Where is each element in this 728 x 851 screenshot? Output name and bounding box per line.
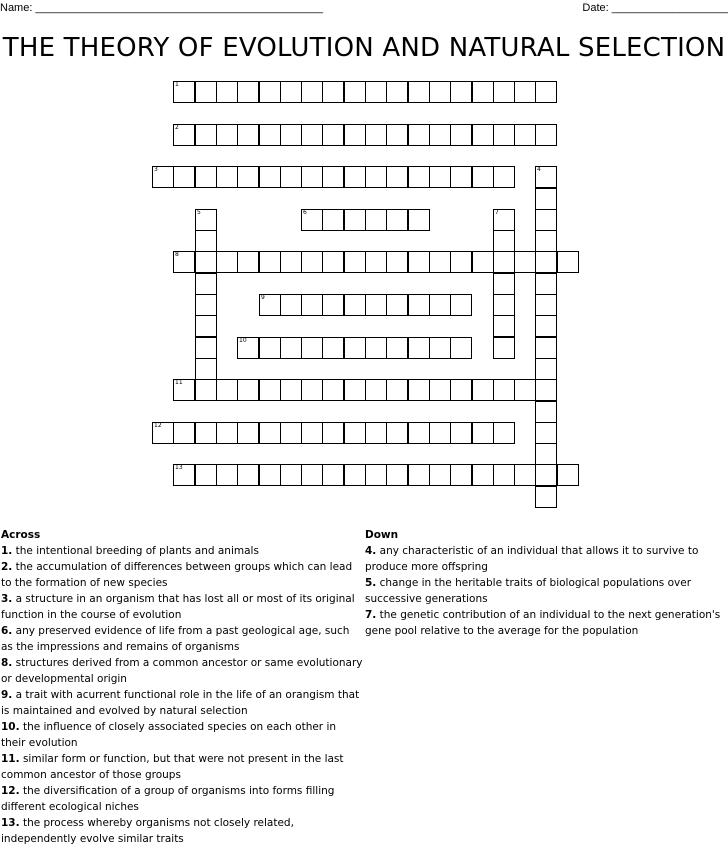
- crossword-cell[interactable]: [535, 337, 557, 359]
- crossword-cell[interactable]: [280, 379, 302, 401]
- across-heading: Across: [1, 529, 41, 541]
- crossword-cell[interactable]: [493, 464, 515, 486]
- crossword-cell[interactable]: [535, 486, 557, 508]
- down-clue-5: [365, 575, 727, 607]
- crossword-cell[interactable]: [472, 251, 494, 273]
- crossword-cell[interactable]: [493, 337, 515, 359]
- crossword-cell[interactable]: [301, 464, 323, 486]
- crossword-cell[interactable]: [322, 422, 344, 444]
- crossword-cell[interactable]: [216, 251, 238, 273]
- crossword-cell[interactable]: [216, 422, 238, 444]
- clue-text: the accumulation of differences between groups which can lead to the formation of new species: [1, 561, 353, 589]
- crossword-cell[interactable]: [408, 209, 430, 231]
- crossword-cell[interactable]: [301, 166, 323, 188]
- clue-text: the genetic contribution of an individual to the next generation's gene pool relative to the average for the population: [365, 609, 721, 637]
- crossword-cell[interactable]: [408, 124, 430, 146]
- across-clue-6: [1, 623, 363, 655]
- crossword-cell[interactable]: [365, 379, 387, 401]
- crossword-cell[interactable]: [259, 294, 281, 316]
- clue-number: 13.: [1, 817, 20, 829]
- crossword-cell[interactable]: [195, 251, 217, 273]
- clue-number: 4.: [365, 545, 377, 557]
- clue-text: the intentional breeding of plants and animals: [12, 545, 259, 557]
- crossword-cell[interactable]: [280, 294, 302, 316]
- across-clue-12: [1, 783, 363, 815]
- crossword-cell[interactable]: [450, 422, 472, 444]
- clue-text: similar form or function, but that were not present in the last common ancestor of those groups: [1, 753, 344, 781]
- crossword-cell[interactable]: [408, 166, 430, 188]
- crossword-cell[interactable]: [557, 251, 579, 273]
- crossword-cell[interactable]: [322, 379, 344, 401]
- crossword-cell[interactable]: [386, 337, 408, 359]
- date-field-label: Date: ___________________: [582, 2, 728, 14]
- crossword-cell[interactable]: [237, 81, 259, 103]
- crossword-cell[interactable]: [535, 379, 557, 401]
- crossword-cell[interactable]: [535, 188, 557, 210]
- crossword-cell[interactable]: [429, 379, 451, 401]
- across-clue-11: [1, 751, 363, 783]
- cell-number: 9: [261, 294, 265, 301]
- crossword-cell[interactable]: [322, 337, 344, 359]
- crossword-cell[interactable]: [259, 251, 281, 273]
- crossword-cell[interactable]: [408, 337, 430, 359]
- crossword-cell[interactable]: [472, 81, 494, 103]
- crossword-cell[interactable]: [472, 379, 494, 401]
- crossword-cell[interactable]: [195, 464, 217, 486]
- crossword-cell[interactable]: [259, 422, 281, 444]
- crossword-cell[interactable]: [344, 166, 366, 188]
- crossword-cell[interactable]: [173, 422, 195, 444]
- page-title: THE THEORY OF EVOLUTION AND NATURAL SELECTION: [2, 33, 726, 63]
- crossword-cell[interactable]: [344, 464, 366, 486]
- crossword-cell[interactable]: [237, 379, 259, 401]
- crossword-cell[interactable]: [344, 294, 366, 316]
- across-clue-9: [1, 687, 363, 719]
- cell-number: 7: [495, 209, 499, 216]
- crossword-cell[interactable]: [237, 464, 259, 486]
- crossword-cell[interactable]: [173, 81, 195, 103]
- crossword-cell[interactable]: [429, 464, 451, 486]
- crossword-cell[interactable]: [322, 209, 344, 231]
- crossword-cell[interactable]: [472, 124, 494, 146]
- crossword-cell[interactable]: [557, 464, 579, 486]
- across-clue-list: [1, 543, 363, 847]
- cell-number: 13: [175, 464, 183, 471]
- cell-number: 1: [175, 81, 179, 88]
- crossword-cell[interactable]: [322, 124, 344, 146]
- crossword-cell[interactable]: [173, 166, 195, 188]
- crossword-cell[interactable]: [450, 81, 472, 103]
- crossword-cell[interactable]: [195, 337, 217, 359]
- crossword-cell[interactable]: [195, 379, 217, 401]
- crossword-cell[interactable]: [386, 294, 408, 316]
- crossword-cell[interactable]: [301, 294, 323, 316]
- crossword-cell[interactable]: [259, 379, 281, 401]
- clue-number: 9.: [1, 689, 13, 701]
- cell-number: 6: [303, 209, 307, 216]
- crossword-cell[interactable]: [195, 166, 217, 188]
- crossword-cell[interactable]: [493, 251, 515, 273]
- crossword-cell[interactable]: [344, 422, 366, 444]
- crossword-cell[interactable]: [344, 124, 366, 146]
- crossword-cell[interactable]: [301, 422, 323, 444]
- crossword-cell[interactable]: [535, 124, 557, 146]
- crossword-cell[interactable]: [493, 422, 515, 444]
- name-field-label: Name: _______________________________________________: [0, 2, 323, 14]
- crossword-cell[interactable]: [535, 273, 557, 295]
- crossword-cell[interactable]: [450, 464, 472, 486]
- crossword-cell[interactable]: [493, 273, 515, 295]
- clue-text: a trait with acurrent functional role in the life of an orangism that is maintained and evolved by natural selection: [1, 689, 360, 717]
- crossword-cell[interactable]: [365, 124, 387, 146]
- crossword-cell[interactable]: [322, 464, 344, 486]
- across-clues: [1, 528, 363, 847]
- crossword-cell[interactable]: [259, 81, 281, 103]
- crossword-cell[interactable]: [535, 315, 557, 337]
- clue-text: a structure in an organism that has lost all or most of its original function in the course of evolution: [1, 593, 355, 621]
- crossword-cell[interactable]: [195, 209, 217, 231]
- crossword-cell[interactable]: [429, 81, 451, 103]
- crossword-cell[interactable]: [173, 251, 195, 273]
- crossword-cell[interactable]: [195, 230, 217, 252]
- crossword-cell[interactable]: [365, 81, 387, 103]
- crossword-cell[interactable]: [535, 230, 557, 252]
- crossword-cell[interactable]: [472, 464, 494, 486]
- crossword-cell[interactable]: [301, 337, 323, 359]
- clue-number: 3.: [1, 593, 13, 605]
- crossword-cell[interactable]: [535, 401, 557, 423]
- crossword-cell[interactable]: [301, 81, 323, 103]
- crossword-cell[interactable]: [429, 166, 451, 188]
- crossword-cell[interactable]: [386, 81, 408, 103]
- clue-text: change in the heritable traits of biological populations over successive generations: [365, 577, 692, 605]
- crossword-cell[interactable]: [237, 337, 259, 359]
- down-heading: Down: [365, 529, 399, 541]
- crossword-cell[interactable]: [493, 209, 515, 231]
- clue-text: the process whereby organisms not closely related, independently evolve similar traits: [1, 817, 294, 845]
- clue-number: 1.: [1, 545, 13, 557]
- crossword-cell[interactable]: [493, 124, 515, 146]
- crossword-cell[interactable]: [195, 422, 217, 444]
- crossword-cell[interactable]: [259, 166, 281, 188]
- crossword-cell[interactable]: [259, 124, 281, 146]
- clue-text: structures derived from a common ancestor or same evolutionary or developmental origin: [1, 657, 363, 685]
- crossword-cell[interactable]: [493, 315, 515, 337]
- crossword-cell[interactable]: [280, 251, 302, 273]
- crossword-cell[interactable]: [301, 209, 323, 231]
- crossword-cell[interactable]: [514, 464, 536, 486]
- cell-number: 8: [175, 251, 179, 258]
- crossword-cell[interactable]: [408, 81, 430, 103]
- cell-number: 3: [154, 166, 158, 173]
- clue-number: 12.: [1, 785, 20, 797]
- crossword-cell[interactable]: [365, 209, 387, 231]
- crossword-cell[interactable]: [493, 166, 515, 188]
- crossword-cell[interactable]: [365, 464, 387, 486]
- crossword-cell[interactable]: [472, 166, 494, 188]
- crossword-cell[interactable]: [535, 358, 557, 380]
- crossword-cell[interactable]: [386, 209, 408, 231]
- crossword-cell[interactable]: [195, 81, 217, 103]
- crossword-cell[interactable]: [344, 251, 366, 273]
- crossword-cell[interactable]: [216, 81, 238, 103]
- crossword-cell[interactable]: [237, 166, 259, 188]
- crossword-cell[interactable]: [386, 464, 408, 486]
- crossword-cell[interactable]: [472, 422, 494, 444]
- crossword-cell[interactable]: [535, 166, 557, 188]
- crossword-cell[interactable]: [408, 379, 430, 401]
- crossword-cell[interactable]: [173, 379, 195, 401]
- crossword-cell[interactable]: [344, 379, 366, 401]
- clue-number: 10.: [1, 721, 20, 733]
- crossword-cell[interactable]: [301, 379, 323, 401]
- crossword-cell[interactable]: [535, 464, 557, 486]
- crossword-cell[interactable]: [450, 251, 472, 273]
- crossword-cell[interactable]: [450, 379, 472, 401]
- crossword-cell[interactable]: [535, 422, 557, 444]
- crossword-cell[interactable]: [216, 124, 238, 146]
- crossword-cell[interactable]: [152, 166, 174, 188]
- crossword-cell[interactable]: [301, 251, 323, 273]
- crossword-cell[interactable]: [195, 273, 217, 295]
- across-clue-13: [1, 815, 363, 847]
- crossword-cell[interactable]: [280, 337, 302, 359]
- crossword-cell[interactable]: [535, 209, 557, 231]
- crossword-cell[interactable]: [216, 166, 238, 188]
- crossword-cell[interactable]: [365, 166, 387, 188]
- down-clue-7: [365, 607, 727, 639]
- crossword-cell[interactable]: [386, 379, 408, 401]
- across-clue-10: [1, 719, 363, 751]
- crossword-cell[interactable]: [280, 124, 302, 146]
- crossword-cell[interactable]: [216, 464, 238, 486]
- crossword-cell[interactable]: [386, 251, 408, 273]
- crossword-cell[interactable]: [365, 251, 387, 273]
- clue-text: any characteristic of an individual that allows it to survive to produce more offspring: [365, 545, 699, 573]
- crossword-cell[interactable]: [322, 294, 344, 316]
- crossword-cell[interactable]: [344, 337, 366, 359]
- crossword-cell[interactable]: [514, 251, 536, 273]
- crossword-cell[interactable]: [322, 166, 344, 188]
- crossword-cell[interactable]: [237, 124, 259, 146]
- crossword-cell[interactable]: [514, 81, 536, 103]
- crossword-cell[interactable]: [450, 337, 472, 359]
- clue-number: 11.: [1, 753, 20, 765]
- crossword-cell[interactable]: [195, 358, 217, 380]
- cell-number: 5: [197, 209, 201, 216]
- crossword-cell[interactable]: [535, 443, 557, 465]
- crossword-cell[interactable]: [408, 294, 430, 316]
- crossword-cell[interactable]: [195, 315, 217, 337]
- crossword-cell[interactable]: [514, 379, 536, 401]
- crossword-cell[interactable]: [408, 251, 430, 273]
- crossword-cell[interactable]: [237, 422, 259, 444]
- cell-number: 11: [175, 379, 183, 386]
- crossword-cell[interactable]: [386, 166, 408, 188]
- crossword-cell[interactable]: [259, 464, 281, 486]
- crossword-cell[interactable]: [493, 230, 515, 252]
- cell-number: 2: [175, 124, 179, 131]
- crossword-cell[interactable]: [429, 251, 451, 273]
- crossword-cell[interactable]: [259, 337, 281, 359]
- crossword-cell[interactable]: [429, 294, 451, 316]
- clue-text: the influence of closely associated species on each other in their evolution: [1, 721, 337, 749]
- crossword-cell[interactable]: [450, 294, 472, 316]
- crossword-cell[interactable]: [280, 464, 302, 486]
- crossword-cell[interactable]: [365, 422, 387, 444]
- clue-number: 7.: [365, 609, 377, 621]
- cell-number: 4: [537, 166, 541, 173]
- across-clue-8: [1, 655, 363, 687]
- crossword-cell[interactable]: [173, 464, 195, 486]
- crossword-cell[interactable]: [535, 81, 557, 103]
- crossword-cell[interactable]: [195, 294, 217, 316]
- crossword-cell[interactable]: [280, 422, 302, 444]
- crossword-cell[interactable]: [173, 124, 195, 146]
- crossword-cell[interactable]: [386, 422, 408, 444]
- clue-number: 5.: [365, 577, 377, 589]
- down-clue-4: [365, 543, 727, 575]
- crossword-cell[interactable]: [429, 337, 451, 359]
- cell-number: 10: [239, 337, 247, 344]
- crossword-cell[interactable]: [152, 422, 174, 444]
- crossword-cell[interactable]: [322, 81, 344, 103]
- crossword-cell[interactable]: [280, 166, 302, 188]
- crossword-cell[interactable]: [195, 124, 217, 146]
- crossword-cell[interactable]: [365, 337, 387, 359]
- clue-number: 2.: [1, 561, 13, 573]
- across-clue-3: [1, 591, 363, 623]
- crossword-cell[interactable]: [450, 166, 472, 188]
- down-clue-list: [365, 543, 727, 639]
- crossword-cell[interactable]: [322, 251, 344, 273]
- crossword-cell[interactable]: [216, 379, 238, 401]
- clue-number: 6.: [1, 625, 13, 637]
- across-clue-1: [1, 543, 363, 559]
- crossword-cell[interactable]: [408, 422, 430, 444]
- clue-text: the diversification of a group of organisms into forms filling different ecological niches: [1, 785, 335, 813]
- crossword-cell[interactable]: [237, 251, 259, 273]
- crossword-cell[interactable]: [535, 294, 557, 316]
- crossword-cell[interactable]: [344, 209, 366, 231]
- crossword-cell[interactable]: [408, 464, 430, 486]
- crossword-cell[interactable]: [365, 294, 387, 316]
- crossword-cell[interactable]: [493, 81, 515, 103]
- crossword-cell[interactable]: [493, 379, 515, 401]
- crossword-cell[interactable]: [493, 294, 515, 316]
- across-clue-2: [1, 559, 363, 591]
- clue-number: 8.: [1, 657, 13, 669]
- clue-text: any preserved evidence of life from a past geological age, such as the impressions and remains of organisms: [1, 625, 350, 653]
- crossword-cell[interactable]: [429, 124, 451, 146]
- crossword-cell[interactable]: [344, 81, 366, 103]
- crossword-cell[interactable]: [514, 124, 536, 146]
- crossword-cell[interactable]: [280, 81, 302, 103]
- cell-number: 12: [154, 422, 162, 429]
- crossword-cell[interactable]: [535, 251, 557, 273]
- crossword-cell[interactable]: [429, 422, 451, 444]
- crossword-cell[interactable]: [450, 124, 472, 146]
- crossword-cell[interactable]: [301, 124, 323, 146]
- crossword-cell[interactable]: [386, 124, 408, 146]
- down-clues: [365, 528, 727, 639]
